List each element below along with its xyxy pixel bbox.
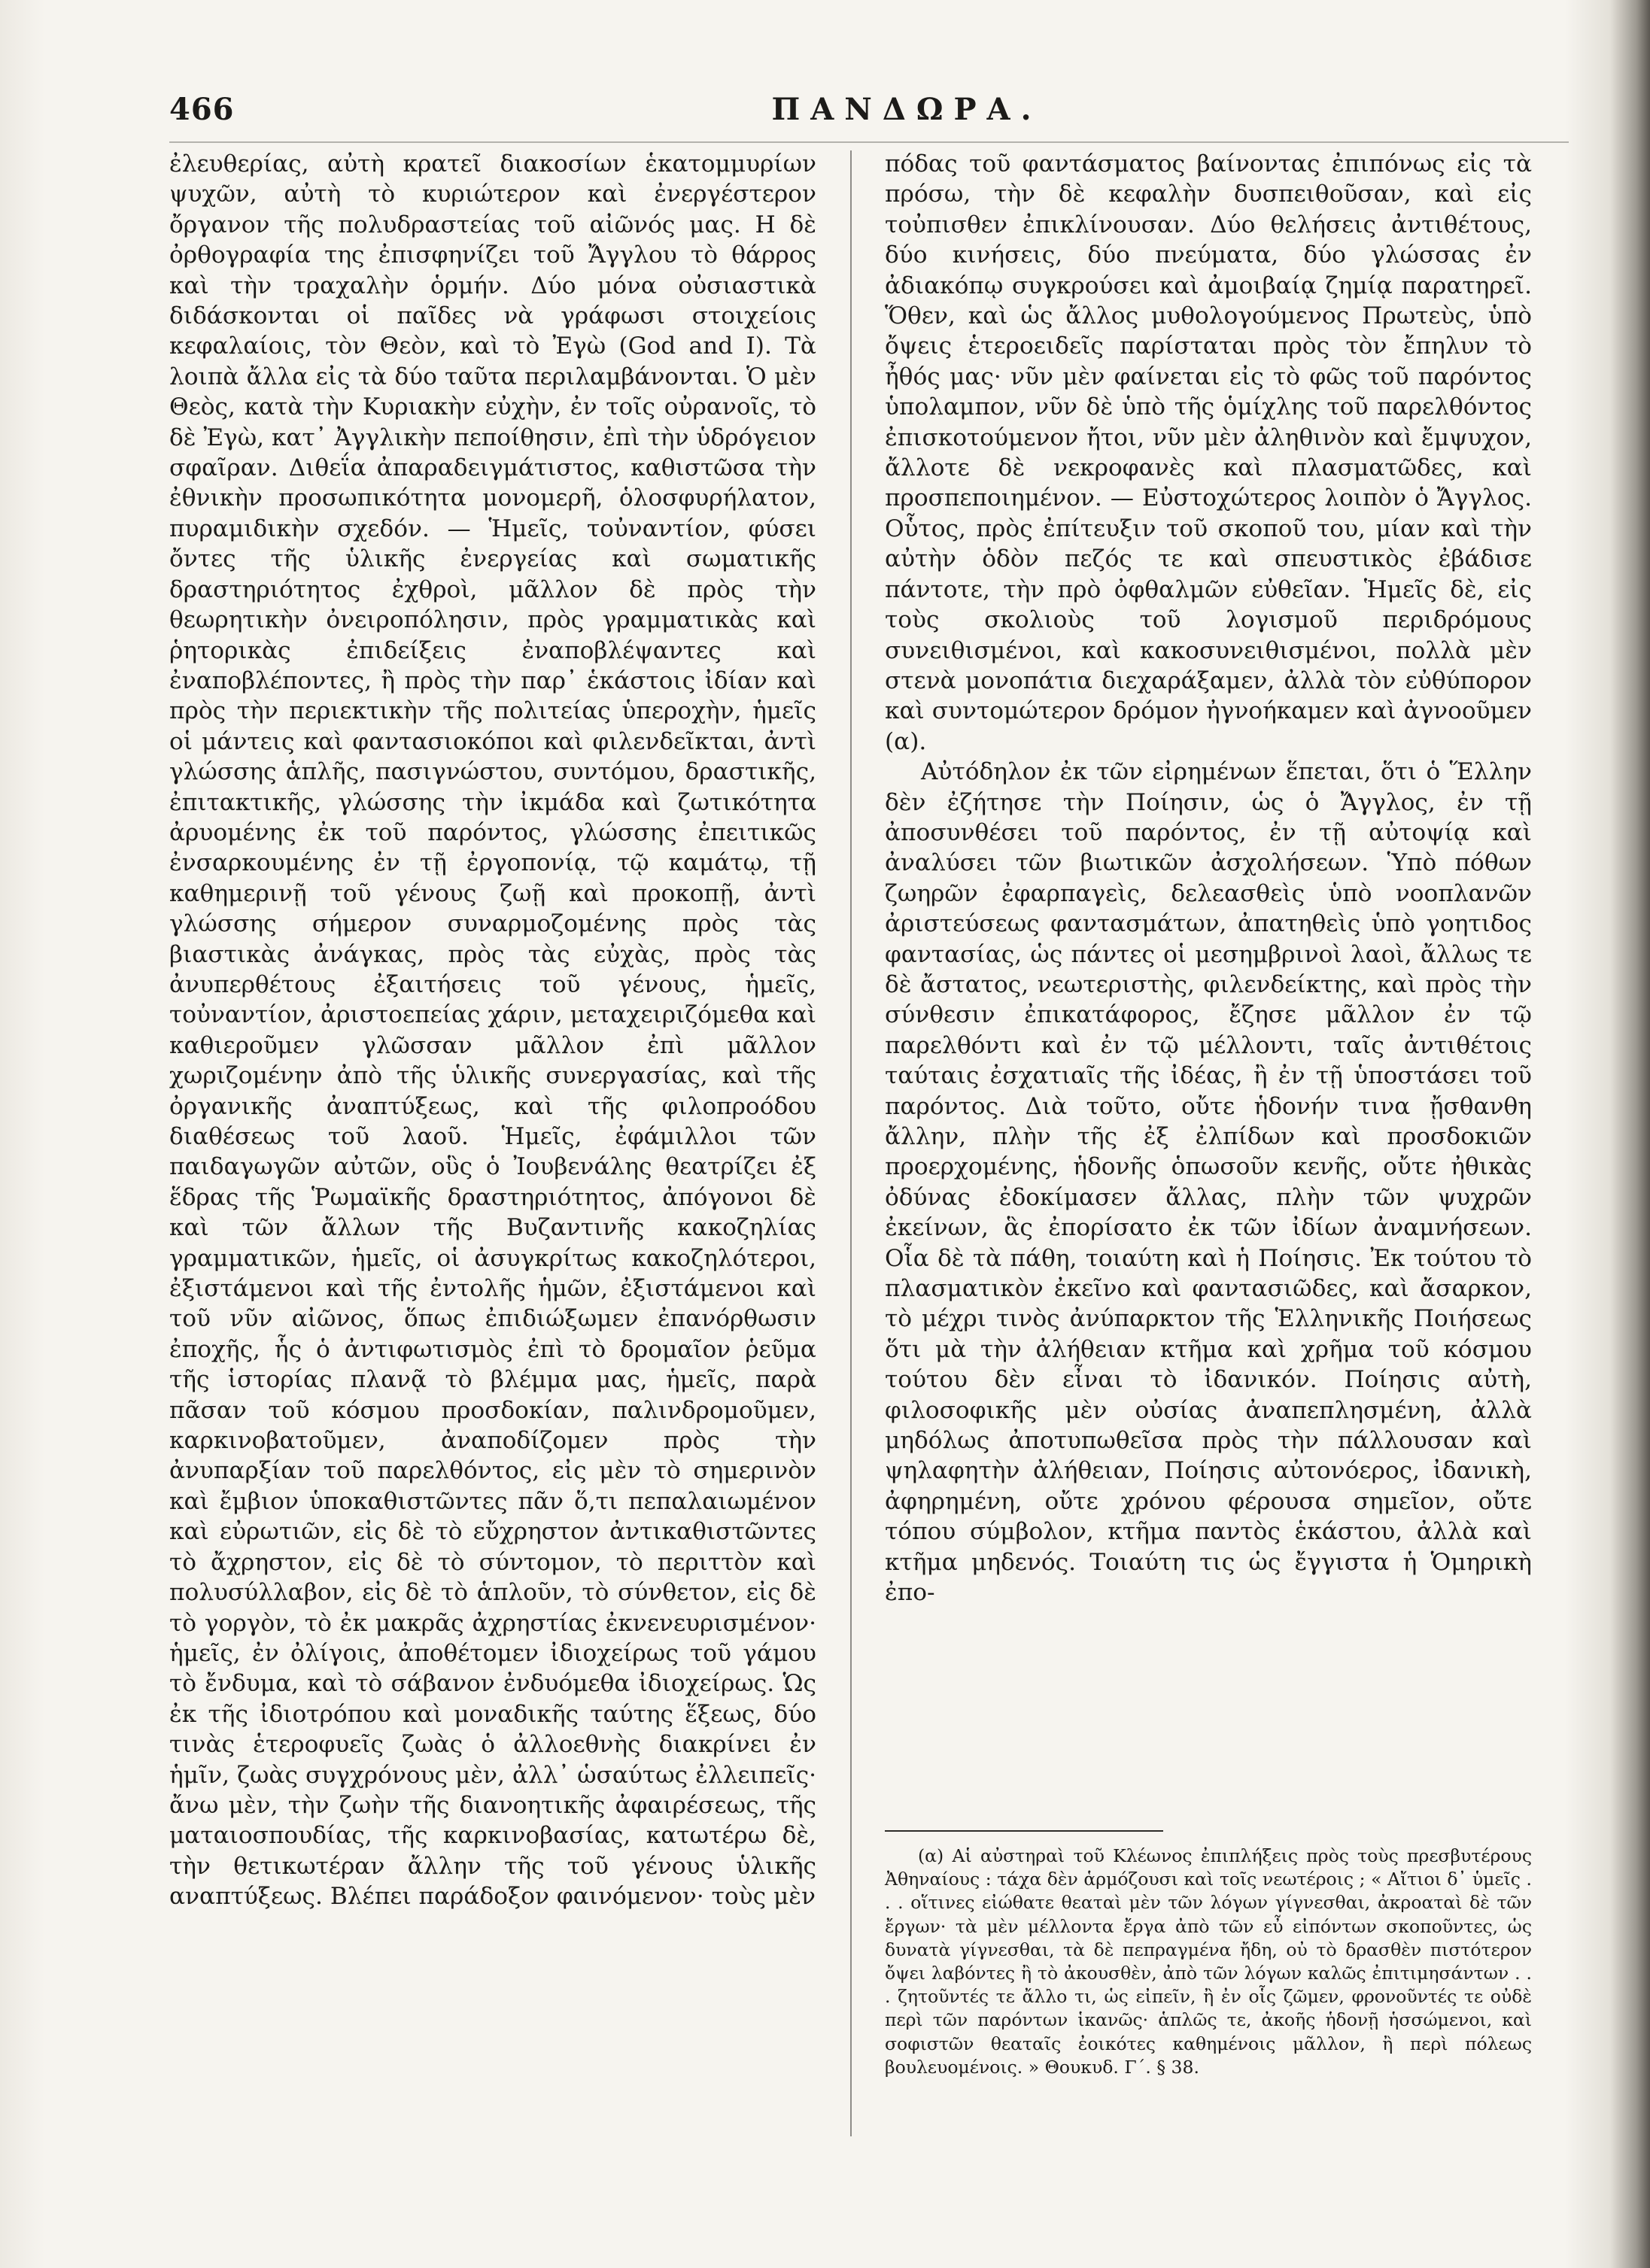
footnote-text: (α) Αἱ αὐστηραὶ τοῦ Κλέωνος ἐπιπλήξεις πρὸς τοὺς πρεσβυτέρους Ἀθηναίους : τάχα δὲν ἁρμόζουσι καὶ τοῖς νεωτέροις ; « Αἴτιοι δ᾽ ὑμεῖς . . . οἵτινες εἰώθατε θεαταὶ μὲν τῶν λόγων γίγνεσθαι, ἀκροαταὶ δὲ τῶν ἔργων· τὰ μὲν μέλλοντα ἔργα ἀπὸ τῶν εὖ εἰπόντων σκοποῦντες, ὡς δυνατὰ γίγνεσθαι, τὰ δὲ πεπραγμένα ἤδη, οὐ τὸ δρασθὲν πιστότερον ὄψει λαβόντες ἢ τὸ ἀκουσθὲν, ἀπὸ τῶν λόγων καλῶς ἐπιτιμησάντων . . . ζητοῦντές τε ἄλλο τι, ὡς εἰπεῖν, ἢ ἐν οἷς ζῶμεν, φρονοῦντές τε οὐδὲ περὶ τῶν παρόντων ἱκανῶς· ἁπλῶς τε, ἀκοῆς ἡδονῇ ἡσσώμενοι, καὶ σοφιστῶν θεαταῖς ἐοικότες καθημένοις μᾶλλον, ἢ περὶ πόλεως βουλευομένοις. » Θουκυδ. Γ΄. § 38. — [885, 1845, 1532, 2078]
right-paragraph-1: πόδας τοῦ φαντάσματος βαίνοντας ἐπιπόνως εἰς τὰ πρόσω, τὴν δὲ κεφαλὴν δυσπειθοῦσαν, καὶ εἰς τοὐπισθεν ἐπικλίνουσαν. Δύο θελήσεις ἀντιθέτους, δύο κινήσεις, δύο πνεύματα, δύο γλώσσας ἐν ἀδιακόπῳ συγκρούσει καὶ ἀμοιβαίᾳ ζημίᾳ παρατηρεῖ. Ὅθεν, καὶ ὡς ἄλλος μυθολογούμενος Πρωτεὺς, ὑπὸ ὄψεις ἑτεροειδεῖς παρίσταται πρὸς τὸν ἔπηλυν τὸ ἦθός μας· νῦν μὲν φαίνεται εἰς τὸ φῶς τοῦ παρόντος ὑπολαμπον, νῦν δὲ ὑπὸ τῆς ὁμίχλης τοῦ παρελθόντος ἐπισκοτούμενον ἤτοι, νῦν μὲν ἀληθινὸν καὶ ἔμψυχον, ἄλλοτε δὲ νεκροφανὲς καὶ πλασματῶδες, καὶ προσπεποιημένον. — Εὐστοχώτερος λοιπὸν ὁ Ἄγγλος. Οὗτος, πρὸς ἐπίτευξιν τοῦ σκοποῦ του, μίαν καὶ τὴν αὐτὴν ὁδὸν πεζός τε καὶ σπευστικὸς ἐβάδισε πάντοτε, τὴν πρὸ ὀφθαλμῶν εὐθεῖαν. Ἡμεῖς δὲ, εἰς τοὺς σκολιοὺς τοῦ λογισμοῦ περιδρόμους συνειθισμένοι, καὶ κακοσυνειθισμένοι, πολλὰ μὲν στενὰ μονοπάτια διεχαράξαμεν, ἀλλὰ τὸν εὐθύπορον καὶ συντομώτερον δρόμον ἠγνοήκαμεν καὶ ἀγνοοῦμεν (α). — [885, 150, 1532, 755]
right-column — [885, 149, 1532, 1607]
footnote — [885, 1844, 1532, 2079]
left-column — [169, 149, 816, 2105]
left-paragraph-1: ἐλευθερίας, αὐτὴ κρατεῖ διακοσίων ἑκατομμυρίων ψυχῶν, αὐτὴ τὸ κυριώτερον καὶ ἐνεργέστερον ὄργανον τῆς πολυδραστείας τοῦ αἰῶνός μας. Η δὲ ὀρθογραφία της ἐπισφηνίζει τοῦ Ἄγγλου τὸ θάρρος καὶ τὴν τραχαλὴν ὁρμήν. Δύο μόνα οὐσιαστικὰ διδάσκονται οἱ παῖδες νὰ γράφωσι στοιχείοις κεφαλαίοις, τὸν Θεὸν, καὶ τὸ Ἐγὼ (God and I). Τὰ λοιπὰ ἄλλα εἰς τὰ δύο ταῦτα περιλαμβάνονται. Ὁ μὲν Θεὸς, κατὰ τὴν Κυριακὴν εὐχὴν, ἐν τοῖς οὐρανοῖς, τὸ δὲ Ἐγὼ, κατ᾽ Ἀγγλικὴν πεποίθησιν, ἐπὶ τὴν ὑδρόγειον σφαῖραν. Διθεΐα ἀπαραδειγμάτιστος, καθιστῶσα τὴν ἐθνικὴν προσωπικότητα μονομερῆ, ὁλοσφυρήλατον, πυραμιδικὴν σχεδόν. — Ἡμεῖς, τοὐναντίον, φύσει ὄντες τῆς ὑλικῆς ἐνεργείας καὶ σωματικῆς δραστηριότητος ἐχθροὶ, μᾶλλον δὲ πρὸς τὴν θεωρητικὴν ὀνειροπόλησιν, πρὸς γραμματικὰς καὶ ῥητορικὰς ἐπιδείξεις ἐναποβλέψαντες καὶ ἐναποβλέποντες, ἢ πρὸς τὴν παρ᾽ ἑκάστοις ἰδίαν καὶ πρὸς τὴν περιεκτικὴν τῆς πολιτείας ὑπεροχὴν, ἡμεῖς οἱ μάντεις καὶ φαντασιοκόποι καὶ φιλενδεῖκται, ἀντὶ γλώσσης ἁπλῆς, πασιγνώστου, συντόμου, δραστικῆς, ἐπιτακτικῆς, γλώσσης τὴν ἰκμάδα καὶ ζωτικότητα ἀρυομένης ἐκ τοῦ παρόντος, γλώσσης ἐπειτικῶς ἐνσαρκουμένης ἐν τῇ ἐργοπονίᾳ, τῷ καμάτῳ, τῇ καθημερινῇ τοῦ γένους ζωῇ καὶ προκοπῇ, ἀντὶ γλώσσης σήμερον συναρμοζομένης πρὸς τὰς βιαστικὰς ἀνάγκας, πρὸς τὰς εὐχὰς, πρὸς τὰς ἀνυπερθέτους ἐξαιτήσεις τοῦ γένους, ἡμεῖς, τοὐναντίον, ἀριστοεπείας χάριν, μεταχειριζόμεθα καὶ καθιεροῦμεν γλῶσσαν μᾶλλον ἐπὶ μᾶλλον χωριζομένην ἀπὸ τῆς ὑλικῆς συνεργασίας, καὶ τῆς ὀργανικῆς ἀναπτύξεως, καὶ τῆς φιλοπροόδου διαθέσεως τοῦ λαοῦ. Ἡμεῖς, ἐφάμιλλοι τῶν παιδαγωγῶν αὐτῶν, οὓς ὁ Ἰουβενάλης θεατρίζει ἐξ ἕδρας τῆς Ῥωμαϊκῆς δραστηριότητος, ἀπόγονοι δὲ καὶ τῶν ἄλλων τῆς Βυζαντινῆς κακοζηλίας γραμματικῶν, ἡμεῖς, οἱ ἀσυγκρίτως κακοζηλότεροι, ἐξιστάμενοι καὶ τῆς ἐντολῆς ἡμῶν, ἐξιστάμενοι καὶ τοῦ νῦν αἰῶνος, ὅπως ἐπιδιώξωμεν ἐπανόρθωσιν ἐποχῆς, ἧς ὁ ἀντιφωτισμὸς ἐπὶ τὸ δρομαῖον ῥεῦμα τῆς ἱστορίας πλανᾷ τὸ βλέμμα μας, ἡμεῖς, παρὰ πᾶσαν τοῦ κόσμου προσδοκίαν, παλινδρομοῦμεν, καρκινοβατοῦμεν, ἀναποδίζομεν πρὸς τὴν ἀνυπαρξίαν τοῦ παρελθόντος, εἰς μὲν τὸ σημερινὸν καὶ ἔμβιον ὑποκαθιστῶντες πᾶν ὅ,τι πεπαλαιωμένον καὶ εὐρωτιῶν, εἰς δὲ τὸ εὔχρηστον ἀντικαθιστῶντες τὸ ἄχρηστον, εἰς δὲ τὸ σύντομον, τὸ περιττὸν καὶ πολυσύλλαβον, εἰς δὲ τὸ ἁπλοῦν, τὸ σύνθετον, εἰς δὲ τὸ γοργὸν, τὸ ἐκ μακρᾶς ἀχρηστίας ἐκνενευρισμένον· ἡμεῖς, ἐν ὀλίγοις, ἀποθέτομεν ἰδιοχείρως τοῦ γάμου τὸ ἔνδυμα, καὶ τὸ σάβανον ἐνδυόμεθα ἰδιοχείρως. Ὡς ἐκ τῆς ἰδιοτρόπου καὶ μοναδικῆς ταύτης ἕξεως, δύο τινὰς ἑτεροφυεῖς ζωὰς ὁ ἀλλοεθνὴς διακρίνει ἐν ἡμῖν, ζωὰς συγχρόνους μὲν, ἀλλ᾽ ὡσαύτως ἐλλειπεῖς· ἄνω μὲν, τὴν ζωὴν τῆς διανοητικῆς ἀφαιρέσεως, τῆς ματαιοσπουδίας, τῆς καρκινοβασίας, κατωτέρω δὲ, τὴν θετικωτέραν ἄλλην τῆς τοῦ γένους ὑλικῆς αναπτύξεως. Βλέπει παράδοξον φαινόμενον· τοὺς μὲν — [169, 150, 816, 1911]
page-header — [169, 92, 1561, 140]
column-divider — [850, 150, 852, 2136]
page-number: 466 — [169, 92, 235, 127]
right-paragraph-2: Αὐτόδηλον ἐκ τῶν εἰρημένων ἕπεται, ὅτι ὁ Ἕλλην δὲν ἐζήτησε τὴν Ποίησιν, ὡς ὁ Ἄγγλος, ἐν τῇ ἀποσυνθέσει τοῦ παρόντος, ἐν τῇ αὐτοψίᾳ καὶ ἀναλύσει τῶν βιωτικῶν ἀσχολήσεων. Ὑπὸ πόθων ζωηρῶν ἐφαρπαγεὶς, δελεασθεὶς ὑπὸ νοοπλανῶν ἀριστεύσεως φαντασμάτων, ἀπατηθεὶς ὑπὸ γοητιδος φαντασίας, ὡς πάντες οἱ μεσημβρινοὶ λαοὶ, ἄλλως τε δὲ ἄστατος, νεωτεριστὴς, φιλενδείκτης, καὶ πρὸς τὴν σύνθεσιν ἐπικατάφορος, ἔζησε μᾶλλον ἐν τῷ παρελθόντι καὶ ἐν τῷ μέλλοντι, ταῖς ἀντιθέτοις ταύταις ἐσχατιαῖς τῆς ἰδέας, ἢ ἐν τῇ ὑποστάσει τοῦ παρόντος. Διὰ τοῦτο, οὔτε ἡδονήν τινα ᾔσθανθη ἄλλην, πλὴν τῆς ἐξ ἐλπίδων καὶ προσδοκιῶν προερχομένης, ἡδονῆς ὁπωσοῦν κενῆς, οὔτε ἠθικὰς ὀδύνας ἐδοκίμασεν ἄλλας, πλὴν τῶν ψυχρῶν ἐκείνων, ἃς ἐπορίσατο ἐκ τῶν ἰδίων ἀναμνήσεων. Οἷα δὲ τὰ πάθη, τοιαύτη καὶ ἡ Ποίησις. Ἐκ τούτου τὸ πλασματικὸν ἐκεῖνο καὶ φαντασιῶδες, καὶ ἄσαρκον, τὸ μέχρι τινὸς ἀνύπαρκτον τῆς Ἑλληνικῆς Ποιήσεως ὅτι μὰ τὴν ἀλήθειαν κτῆμα καὶ χρῆμα τοῦ κόσμου τούτου δὲν εἶναι τὸ ἰδανικόν. Ποίησις αὐτὴ, φιλοσοφικῆς μὲν οὐσίας ἀναπεπλησμένη, ἀλλὰ μηδόλως ἀποτυπωθεῖσα πρὸς τὴν πάλλουσαν καὶ ψηλαφητὴν ἀλήθειαν, Ποίησις αὐτονόερος, ἰδανικὴ, ἀφηρημένη, οὔτε χρόνου φέρουσα σημεῖον, οὔτε τόπου σύμβολον, κτῆμα παντὸς ἑκάστου, ἀλλὰ καὶ κτῆμα μηδενός. Τοιαύτη τις ὡς ἔγγιστα ἡ Ὁμηρικὴ ἐπο- — [885, 758, 1532, 1607]
running-title: ΠΑΝΔΩΡΑ. — [771, 92, 1042, 127]
header-rule — [169, 141, 1569, 143]
footnote-rule — [885, 1830, 1163, 1832]
